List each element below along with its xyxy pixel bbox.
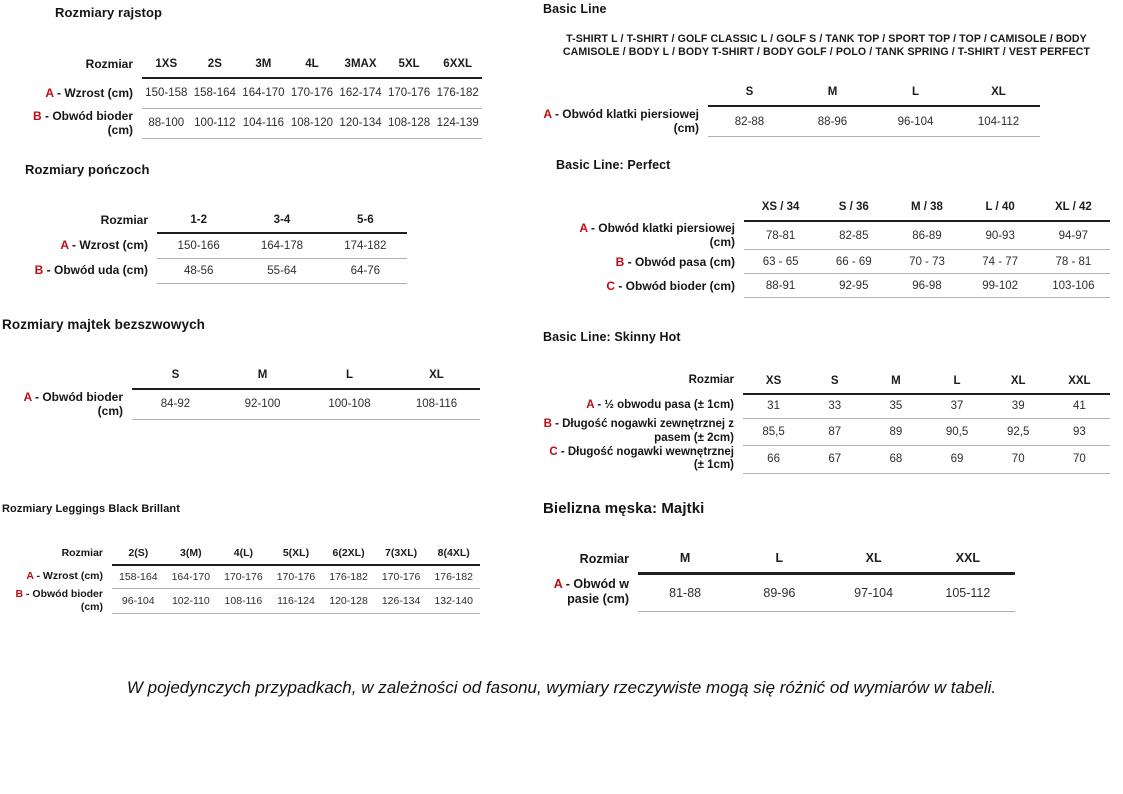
size-value: 70 bbox=[988, 446, 1049, 474]
size-value: 176-182 bbox=[427, 565, 480, 588]
size-value: 96-98 bbox=[890, 274, 963, 298]
size-value: 69 bbox=[926, 446, 987, 474]
size-value: 64-76 bbox=[324, 258, 407, 283]
column-header: XL / 42 bbox=[1037, 194, 1110, 221]
size-value: 174-182 bbox=[324, 233, 407, 258]
size-value: 102-110 bbox=[165, 588, 218, 613]
size-value: 66 - 69 bbox=[817, 250, 890, 274]
row-label: C - Obwód bioder (cm) bbox=[606, 278, 735, 293]
size-value: 88-100 bbox=[142, 108, 191, 138]
column-header: 2(S) bbox=[112, 541, 165, 565]
size-value: 158-164 bbox=[112, 565, 165, 588]
column-header: 1-2 bbox=[157, 207, 240, 233]
corner-label: Rozmiar bbox=[100, 212, 148, 227]
size-value: 88-96 bbox=[791, 106, 874, 136]
section-rozmiary-majtek-bezszwowych bbox=[2, 317, 480, 420]
column-header: 7(3XL) bbox=[375, 541, 428, 565]
size-value: 126-134 bbox=[375, 588, 428, 613]
size-value: 170-176 bbox=[385, 78, 434, 108]
column-header: 4(L) bbox=[217, 541, 270, 565]
size-value: 70 - 73 bbox=[890, 250, 963, 274]
size-value: 103-106 bbox=[1037, 274, 1110, 298]
row-label: A - Wzrost (cm) bbox=[45, 85, 133, 100]
column-header: 5(XL) bbox=[270, 541, 323, 565]
column-header: 5XL bbox=[385, 51, 434, 78]
column-header: M bbox=[791, 79, 874, 106]
size-value: 158-164 bbox=[191, 78, 240, 108]
size-value: 104-116 bbox=[239, 108, 288, 138]
size-value: 41 bbox=[1049, 394, 1110, 418]
size-value: 37 bbox=[926, 394, 987, 418]
size-value: 132-140 bbox=[427, 588, 480, 613]
size-value: 104-112 bbox=[957, 106, 1040, 136]
section-basic-line-skinny-hot bbox=[543, 330, 1110, 474]
row-letter: B bbox=[34, 263, 44, 278]
size-value: 120-134 bbox=[336, 108, 385, 138]
table-row bbox=[2, 588, 480, 613]
corner-label: Rozmiar bbox=[579, 551, 629, 566]
section-title: Rozmiary majtek bezszwowych bbox=[2, 317, 206, 332]
table-row bbox=[556, 221, 1110, 250]
table-row bbox=[543, 446, 1110, 474]
row-label: A - ½ obwodu pasa (± 1cm) bbox=[586, 399, 734, 412]
header-row bbox=[25, 207, 407, 233]
column-header: S bbox=[132, 362, 219, 389]
column-header: 8(4XL) bbox=[427, 541, 480, 565]
size-value: 116-124 bbox=[270, 588, 323, 613]
corner-label bbox=[543, 79, 708, 106]
table-row bbox=[2, 565, 480, 588]
size-value: 100-112 bbox=[191, 108, 240, 138]
column-header: M bbox=[638, 545, 732, 573]
size-value: 150-158 bbox=[142, 78, 191, 108]
table-row bbox=[25, 233, 407, 258]
size-value: 35 bbox=[865, 394, 926, 418]
size-value: 87 bbox=[804, 418, 865, 446]
section-basic-line bbox=[543, 2, 1110, 137]
section-rozmiary-rajstop bbox=[12, 5, 482, 139]
size-value: 162-174 bbox=[336, 78, 385, 108]
size-value: 108-116 bbox=[217, 588, 270, 613]
column-header: 3(M) bbox=[165, 541, 218, 565]
column-header: 4L bbox=[288, 51, 337, 78]
section-title: Rozmiary rajstop bbox=[55, 5, 163, 20]
column-header: 6XXL bbox=[433, 51, 482, 78]
size-value: 97-104 bbox=[827, 573, 921, 611]
row-letter: B bbox=[33, 108, 42, 123]
row-label: B - Obwód pasa (cm) bbox=[615, 254, 735, 269]
size-value: 176-182 bbox=[322, 565, 375, 588]
column-header: XXL bbox=[1049, 368, 1110, 394]
column-header: L bbox=[874, 79, 957, 106]
size-value: 31 bbox=[743, 394, 804, 418]
size-value: 86-89 bbox=[890, 221, 963, 250]
column-header: 5-6 bbox=[324, 207, 407, 233]
row-letter: C bbox=[549, 445, 558, 458]
size-value: 92,5 bbox=[988, 418, 1049, 446]
section-title: Rozmiary Leggings Black Brillant bbox=[2, 503, 181, 515]
size-value: 89 bbox=[865, 418, 926, 446]
size-value: 105-112 bbox=[921, 573, 1015, 611]
table-row bbox=[543, 394, 1110, 418]
column-header: XL bbox=[957, 79, 1040, 106]
size-value: 81-88 bbox=[638, 573, 732, 611]
header-row bbox=[2, 541, 480, 565]
row-label: B - Obwód bioder (cm) bbox=[33, 108, 133, 137]
row-label: C - Długość nogawki wewnętrznej (± 1cm) bbox=[549, 445, 734, 472]
size-value: 90-93 bbox=[964, 221, 1037, 250]
row-label: A - Obwód klatki piersiowej (cm) bbox=[579, 221, 735, 250]
size-value: 55-64 bbox=[240, 258, 323, 283]
column-header: L bbox=[926, 368, 987, 394]
section-basic-line-perfect bbox=[556, 158, 1110, 298]
size-value: 108-120 bbox=[288, 108, 337, 138]
size-value: 124-139 bbox=[433, 108, 482, 138]
table-row bbox=[543, 573, 1015, 611]
column-header: M bbox=[219, 362, 306, 389]
size-value: 92-95 bbox=[817, 274, 890, 298]
row-letter: A bbox=[45, 85, 54, 100]
corner-label bbox=[2, 362, 132, 389]
column-header: XL bbox=[393, 362, 480, 389]
size-value: 84-92 bbox=[132, 389, 219, 419]
column-header: XS bbox=[743, 368, 804, 394]
size-value: 164-178 bbox=[240, 233, 323, 258]
corner-label bbox=[556, 194, 744, 221]
size-value: 70 bbox=[1049, 446, 1110, 474]
header-row bbox=[543, 79, 1040, 106]
size-value: 150-166 bbox=[157, 233, 240, 258]
row-label: B - Długość nogawki zewnętrznej z pasem (± 2cm) bbox=[543, 418, 734, 444]
size-value: 108-128 bbox=[385, 108, 434, 138]
column-header: S bbox=[708, 79, 791, 106]
row-letter: A bbox=[60, 238, 69, 253]
size-value: 39 bbox=[988, 394, 1049, 418]
section-title: Basic Line: Skinny Hot bbox=[543, 330, 681, 344]
size-value: 108-116 bbox=[393, 389, 480, 419]
size-table bbox=[2, 362, 480, 420]
column-header: 3-4 bbox=[240, 207, 323, 233]
column-header: S bbox=[804, 368, 865, 394]
row-label: A - Obwód bioder (cm) bbox=[23, 389, 123, 418]
row-letter: B bbox=[543, 418, 552, 430]
size-value: 90,5 bbox=[926, 418, 987, 446]
size-value: 78 - 81 bbox=[1037, 250, 1110, 274]
table-row bbox=[543, 418, 1110, 446]
size-value: 82-88 bbox=[708, 106, 791, 136]
product-list: T-SHIRT L / T-SHIRT / GOLF CLASSIC L / GOLF S / TANK TOP / SPORT TOP / TOP / CAMISOLE / BODY CAMISOLE / BODY L / BODY T-SHIRT / BODY GOLF / POLO / TANK SPRING / T-SHIRT / VEST PERFECT bbox=[562, 33, 1091, 59]
size-value: 176-182 bbox=[433, 78, 482, 108]
table-row bbox=[12, 108, 482, 138]
row-letter: C bbox=[606, 278, 615, 293]
corner-label: Rozmiar bbox=[688, 374, 734, 387]
column-header: M / 38 bbox=[890, 194, 963, 221]
size-value: 120-128 bbox=[322, 588, 375, 613]
footer-disclaimer: W pojedynczych przypadkach, w zależności od fasonu, wymiary rzeczywiste mogą się różnić od wymiarów w tabeli. bbox=[126, 678, 997, 697]
header-row bbox=[556, 194, 1110, 221]
size-table bbox=[543, 368, 1110, 474]
size-value: 88-91 bbox=[744, 274, 817, 298]
table-row bbox=[543, 106, 1040, 136]
size-table bbox=[25, 207, 407, 284]
column-header: L bbox=[732, 545, 826, 573]
size-value: 48-56 bbox=[157, 258, 240, 283]
table-row bbox=[25, 258, 407, 283]
size-value: 67 bbox=[804, 446, 865, 474]
size-value: 89-96 bbox=[732, 573, 826, 611]
row-label: A - Obwód klatki piersiowej (cm) bbox=[543, 107, 699, 136]
size-value: 82-85 bbox=[817, 221, 890, 250]
header-row bbox=[12, 51, 482, 78]
column-header: S / 36 bbox=[817, 194, 890, 221]
header-row bbox=[543, 368, 1110, 394]
size-value: 99-102 bbox=[964, 274, 1037, 298]
corner-label: Rozmiar bbox=[61, 546, 103, 559]
column-header: 3M bbox=[239, 51, 288, 78]
size-value: 164-170 bbox=[165, 565, 218, 588]
section-title: Basic Line: Perfect bbox=[556, 158, 671, 172]
column-header: XS / 34 bbox=[744, 194, 817, 221]
size-table bbox=[12, 51, 482, 139]
row-letter: A bbox=[26, 570, 34, 583]
row-label: A - Wzrost (cm) bbox=[26, 570, 103, 583]
row-letter: A bbox=[543, 107, 552, 122]
row-label: A - Obwód w pasie (cm) bbox=[553, 577, 629, 606]
header-row bbox=[543, 545, 1015, 573]
size-value: 94-97 bbox=[1037, 221, 1110, 250]
size-table bbox=[2, 541, 480, 614]
header-row bbox=[2, 362, 480, 389]
size-value: 100-108 bbox=[306, 389, 393, 419]
section-rozmiary-leggings-black-brillant bbox=[2, 503, 480, 614]
column-header: XL bbox=[988, 368, 1049, 394]
size-value: 170-176 bbox=[217, 565, 270, 588]
row-letter: A bbox=[23, 389, 32, 404]
column-header: 2S bbox=[191, 51, 240, 78]
table-row bbox=[2, 389, 480, 419]
size-value: 66 bbox=[743, 446, 804, 474]
column-header: L bbox=[306, 362, 393, 389]
row-letter: A bbox=[553, 577, 563, 591]
size-value: 68 bbox=[865, 446, 926, 474]
size-value: 170-176 bbox=[375, 565, 428, 588]
row-letter: B bbox=[615, 254, 625, 269]
section-title: Bielizna męska: Majtki bbox=[543, 500, 705, 517]
size-value: 164-170 bbox=[239, 78, 288, 108]
size-value: 74 - 77 bbox=[964, 250, 1037, 274]
size-value: 93 bbox=[1049, 418, 1110, 446]
column-header: L / 40 bbox=[964, 194, 1037, 221]
size-value: 78-81 bbox=[744, 221, 817, 250]
row-label: A - Wzrost (cm) bbox=[60, 238, 148, 253]
column-header: 6(2XL) bbox=[322, 541, 375, 565]
row-label: B - Obwód uda (cm) bbox=[34, 263, 148, 278]
size-value: 85,5 bbox=[743, 418, 804, 446]
table-row bbox=[556, 274, 1110, 298]
size-value: 170-176 bbox=[270, 565, 323, 588]
row-letter: A bbox=[586, 399, 595, 412]
row-letter: A bbox=[579, 221, 588, 235]
size-value: 92-100 bbox=[219, 389, 306, 419]
row-label: B - Obwód bioder (cm) bbox=[15, 588, 103, 613]
column-header: 1XS bbox=[142, 51, 191, 78]
size-table bbox=[556, 194, 1110, 298]
section-title: Rozmiary pończoch bbox=[25, 162, 150, 177]
section-title: Basic Line bbox=[543, 2, 607, 16]
size-value: 96-104 bbox=[112, 588, 165, 613]
section-bielizna-meska-majtki bbox=[543, 500, 1015, 612]
row-letter: B bbox=[15, 588, 24, 600]
size-value: 33 bbox=[804, 394, 865, 418]
corner-label: Rozmiar bbox=[85, 57, 133, 72]
size-table bbox=[543, 79, 1040, 137]
size-value: 170-176 bbox=[288, 78, 337, 108]
column-header: XXL bbox=[921, 545, 1015, 573]
section-rozmiary-ponczoch bbox=[25, 162, 407, 284]
size-value: 96-104 bbox=[874, 106, 957, 136]
column-header: 3MAX bbox=[336, 51, 385, 78]
column-header: M bbox=[865, 368, 926, 394]
table-row bbox=[556, 250, 1110, 274]
size-value: 63 - 65 bbox=[744, 250, 817, 274]
size-table bbox=[543, 545, 1015, 612]
column-header: XL bbox=[827, 545, 921, 573]
table-row bbox=[12, 78, 482, 108]
